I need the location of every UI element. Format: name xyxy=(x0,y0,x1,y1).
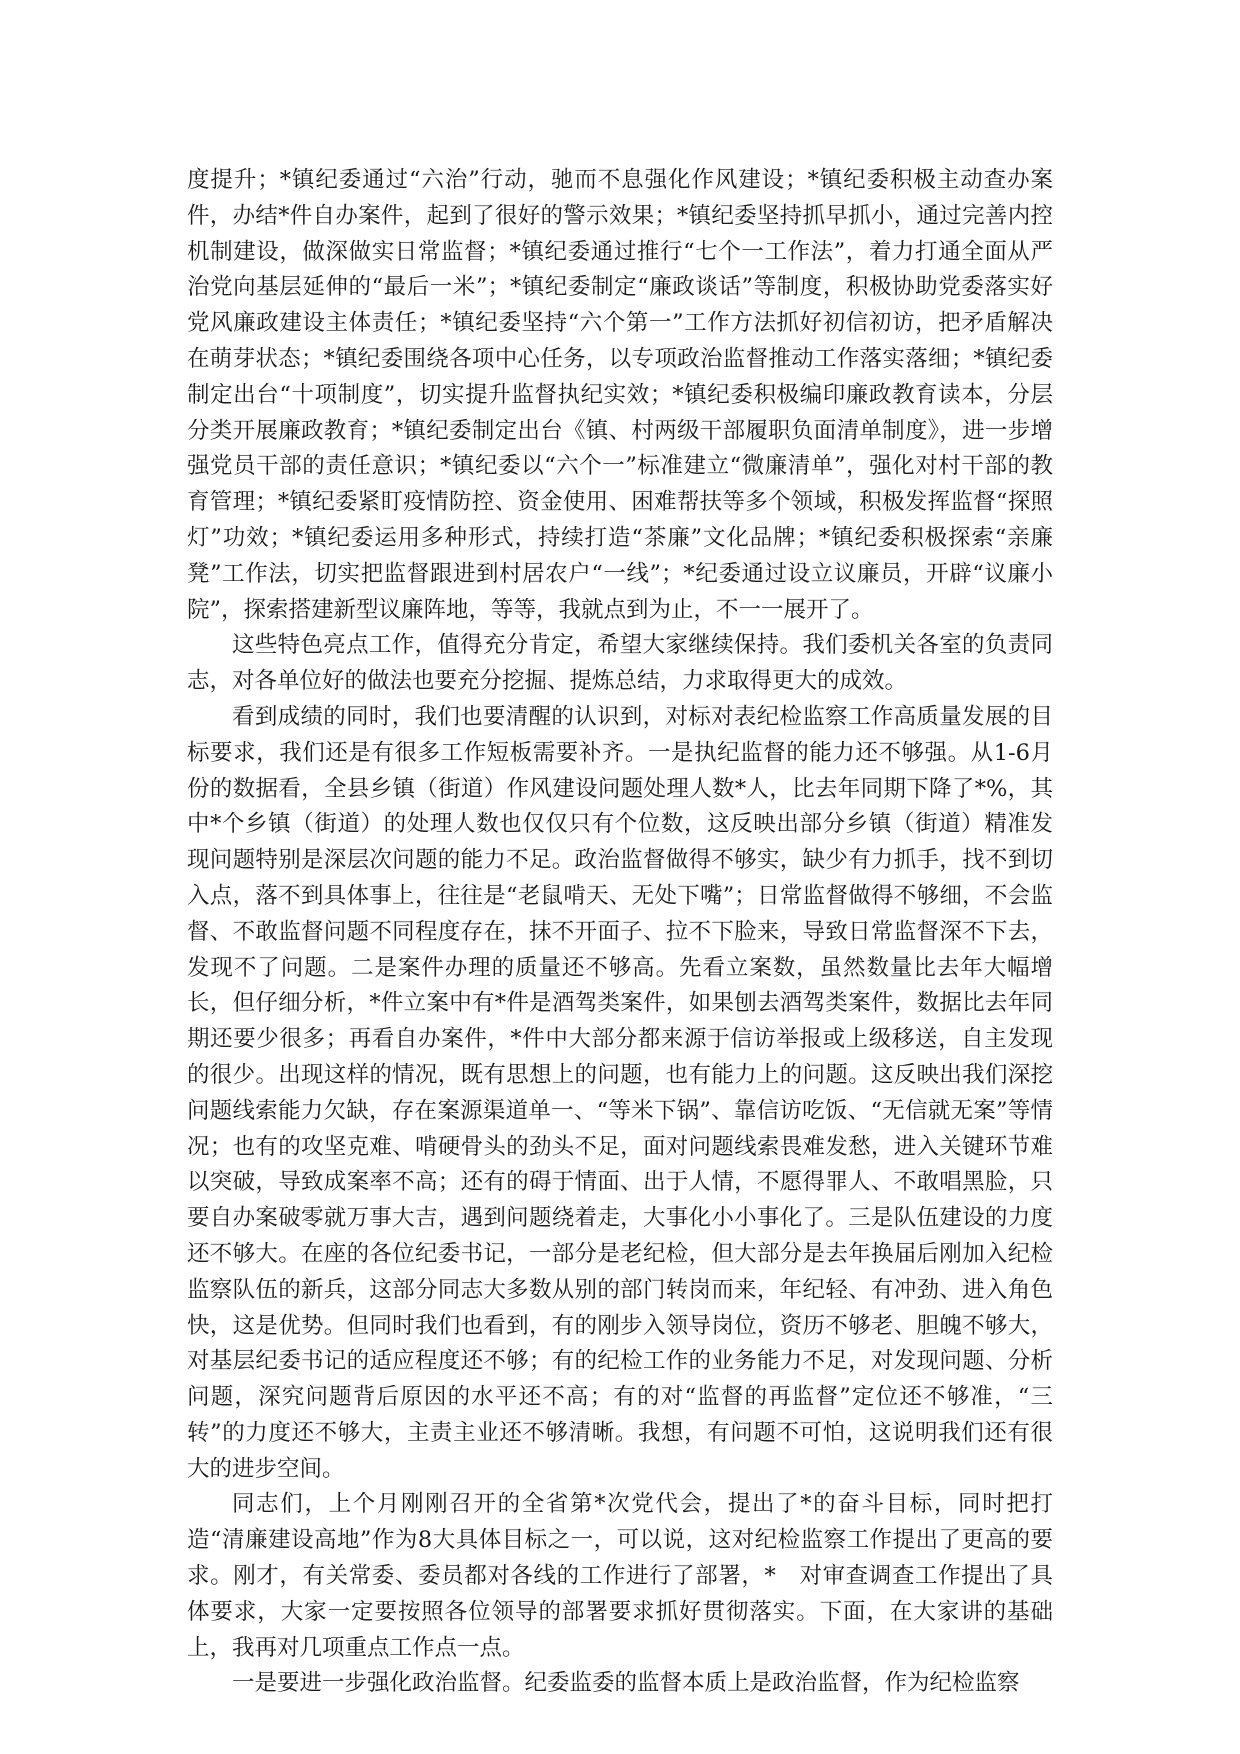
document-body xyxy=(187,163,1053,1702)
paragraph-affirmation: 这些特色亮点工作，值得充分肯定，希望大家继续保持。我们委机关各室的负责同志，对各单位好的做法也要充分挖掘、提炼总结，力求取得更大的成效。 xyxy=(187,632,1053,695)
paragraph-shortcomings: 看到成绩的同时，我们也要清醒的认识到，对标对表纪检监察工作高质量发展的目标要求，我们还是有很多工作短板需要补齐。一是执纪监督的能力还不够强。从1-6月份的数据看，全县乡镇（街道）作风建设问题处理人数*人，比去年同期下降了*%，其中*个乡镇（街道）的处理人数也仅仅只有个位数，这反映出部分乡镇（街道）精准发现问题特别是深层次问题的能力不足。政治监督做得不够实，缺少有力抓手，找不到切入点，落不到具体事上，往往是“老鼠啃天、无处下嘴”；日常监督做得不够细，不会监督、不敢监督问题不同程度存在，抹不开面子、拉不下脸来，导致日常监督深不下去，发现不了问题。二是案件办理的质量还不够高。先看立案数，虽然数量比去年大幅增长，但仔细分析，*件立案中有*件是酒驾类案件，如果刨去酒驾类案件，数据比去年同期还要少很多；再看自办案件，*件中大部分都来源于信访举报或上级移送，自主发现的很少。出现这样的情况，既有思想上的问题，也有能力上的问题。这反映出我们深挖问题线索能力欠缺，存在案源渠道单一、“等米下锅”、靠信访吃饭、“无信就无案”等情况；也有的攻坚克难、啃硬骨头的劲头不足，面对问题线索畏难发愁，进入关键环节难以突破，导致成案率不高；还有的碍于情面、出于人情，不愿得罪人、不敢唱黑脸，只要自办案破零就万事大吉，遇到问题绕着走，大事化小小事化了。三是队伍建设的力度还不够大。在座的各位纪委书记，一部分是老纪检，但大部分是去年换届后刚加入纪检监察队伍的新兵，这部分同志大多数从别的部门转岗而来，年纪轻、有冲劲、进入角色快，这是优势。但同时我们也看到，有的刚步入领导岗位，资历不够老、胆魄不够大，对基层纪委书记的适应程度还不够；有的纪检工作的业务能力不足，对发现问题、分析问题，深究问题背后原因的水平还不高；有的对“监督的再监督”定位还不够准，“三转”的力度还不够大，主责主业还不够清晰。我想，有问题不可怕，这说明我们还有很大的进步空间。 xyxy=(187,703,1053,1482)
paragraph-continuation: 度提升；*镇纪委通过“六治”行动，驰而不息强化作风建设；*镇纪委积极主动查办案件，办结*件自办案件，起到了很好的警示效果；*镇纪委坚持抓早抓小，通过完善内控机制建设，做深做实日常监督；*镇纪委通过推行“七个一工作法”，着力打通全面从严治党向基层延伸的“最后一米”；*镇纪委制定“廉政谈话”等制度，积极协助党委落实好党风廉政建设主体责任；*镇纪委坚持“六个第一”工作方法抓好初信初访，把矛盾解决在萌芽状态；*镇纪委围绕各项中心任务，以专项政治监督推动工作落实落细；*镇纪委制定出台“十项制度”，切实提升监督执纪实效；*镇纪委积极编印廉政教育读本，分层分类开展廉政教育；*镇纪委制定出台《镇、村两级干部履职负面清单制度》，进一步增强党员干部的责任意识；*镇纪委以“六个一”标准建立“微廉清单”，强化对村干部的教育管理；*镇纪委紧盯疫情防控、资金使用、困难帮扶等多个领域，积极发挥监督“探照灯”功效；*镇纪委运用多种形式，持续打造“茶廉”文化品牌；*镇纪委积极探索“亲廉凳”工作法，切实把监督跟进到村居农户“一线”；*纪委通过设立议廉员，开辟“议廉小院”，探索搭建新型议廉阵地，等等，我就点到为止，不一一展开了。 xyxy=(187,167,1053,623)
paragraph-requirements: 同志们，上个月刚刚召开的全省第*次党代会，提出了*的奋斗目标，同时把打造“清廉建设高地”作为8大具体目标之一，可以说，这对纪检监察工作提出了更高的要求。刚才，有关常委、委员都对各线的工作进行了部署，* 对审查调查工作提出了具体要求，大家一定要按照各位领导的部署要求抓好贯彻落实。下面，在大家讲的基础上，我再对几项重点工作点一点。 xyxy=(187,1491,1053,1661)
paragraph-political-supervision: 一是要进一步强化政治监督。纪委监委的监督本质上是政治监督，作为纪检监察 xyxy=(232,1670,1020,1697)
